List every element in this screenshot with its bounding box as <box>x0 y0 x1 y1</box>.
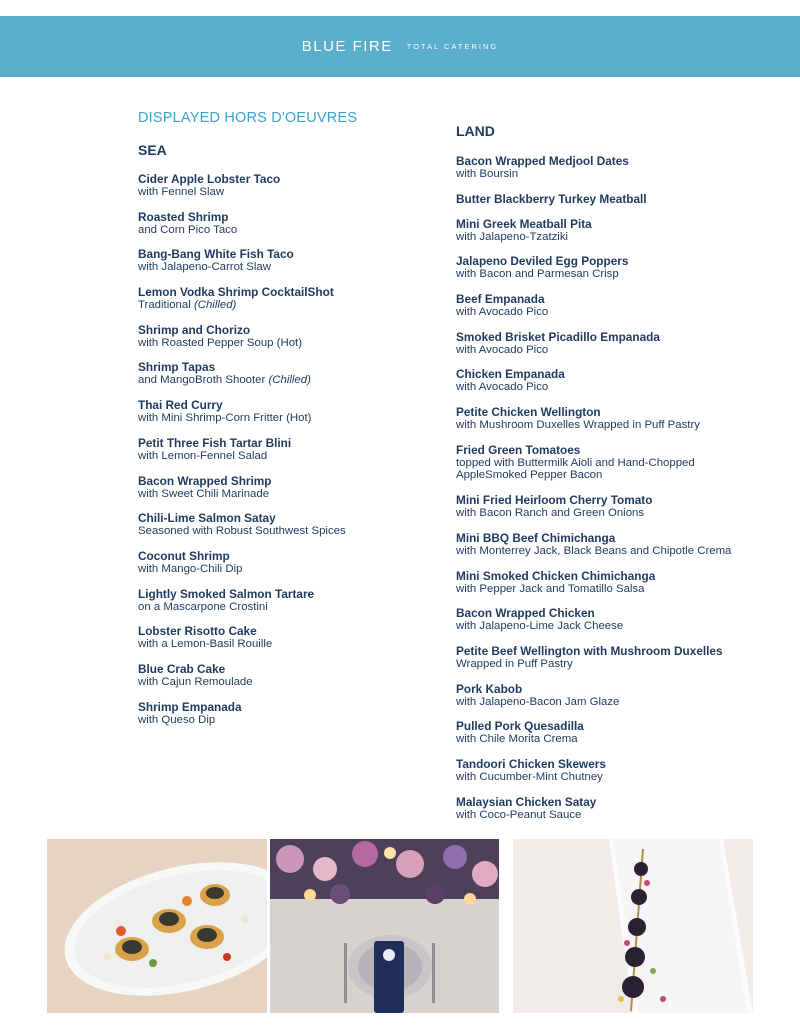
menu-item <box>456 683 786 721</box>
item-desc: Wrapped in Puff Pastry <box>456 658 573 671</box>
item-desc: on a Mascarpone Crostini <box>138 600 268 613</box>
item-name: Bang-Bang White Fish Taco <box>138 247 294 262</box>
item-desc <box>138 374 438 387</box>
menu-item <box>138 437 438 475</box>
item-name: Pork Kabob <box>456 681 523 696</box>
menu-item <box>138 663 438 701</box>
menu-item <box>138 588 438 626</box>
menu-item <box>138 550 438 588</box>
table-setting-image <box>270 839 499 1013</box>
menu-item <box>456 494 786 532</box>
section-title: DISPLAYED HORS D'OEUVRES <box>138 110 358 126</box>
item-name: Lemon Vodka Shrimp CocktailShot <box>138 285 334 300</box>
item-desc: with Sweet Chili Marinade <box>138 487 270 500</box>
item-desc <box>138 299 438 312</box>
menu-item <box>138 701 438 739</box>
menu-item <box>456 331 786 369</box>
item-desc: with Cucumber-Mint Chutney <box>456 771 603 784</box>
item-name: Roasted Shrimp <box>138 209 229 224</box>
item-desc: with Lemon-Fennel Salad <box>138 449 268 462</box>
item-name: Mini Smoked Chicken Chimichanga <box>456 568 656 583</box>
menu-item <box>456 720 786 758</box>
item-name: Chicken Empanada <box>456 367 565 382</box>
menu-item <box>138 248 438 286</box>
item-name: Cider Apple Lobster Taco <box>138 172 281 186</box>
brand-name: BLUE FIRE <box>301 38 393 55</box>
item-desc: with Queso Dip <box>138 713 216 726</box>
item-desc: with Monterrey Jack, Black Beans and Chipotle Crema <box>456 545 732 557</box>
item-name: Shrimp Tapas <box>138 360 216 375</box>
item-note: (Chilled) <box>268 374 311 387</box>
menu-item <box>456 255 786 293</box>
item-name: Shrimp Empanada <box>138 699 242 714</box>
land-menu-list <box>456 155 786 834</box>
item-desc-text: and MangoBroth Shooter <box>138 374 266 387</box>
item-note: (Chilled) <box>193 299 237 312</box>
menu-item <box>138 211 438 249</box>
item-desc: with Mushroom Duxelles Wrapped in Puff Pastry <box>456 419 700 432</box>
item-name: Bacon Wrapped Medjool Dates <box>456 154 629 168</box>
menu-item <box>138 286 438 324</box>
item-name: Thai Red Curry <box>138 398 223 413</box>
item-name: Mini Fried Heirloom Cherry Tomato <box>456 493 653 508</box>
photo-strip <box>47 839 753 1013</box>
sea-menu-list <box>138 173 438 738</box>
item-desc: with Fennel Slaw <box>138 186 225 198</box>
item-name: Bacon Wrapped Chicken <box>456 606 595 621</box>
item-name: Chili-Lime Salmon Satay <box>138 511 276 526</box>
item-name: Coconut Shrimp <box>138 548 230 563</box>
item-desc-line2: AppleSmoked Pepper Bacon <box>456 469 603 482</box>
item-desc: with Mini Shrimp-Corn Fritter (Hot) <box>138 412 312 425</box>
item-name: Lobster Risotto Cake <box>138 624 257 639</box>
menu-item <box>138 625 438 663</box>
item-name: Lightly Smoked Salmon Tartare <box>138 586 315 601</box>
item-desc: with a Lemon-Basil Rouille <box>138 638 273 651</box>
item-desc: with Coco-Peanut Sauce <box>456 808 582 821</box>
item-desc: with Boursin <box>456 168 519 180</box>
table-setting-photo <box>270 839 499 1013</box>
menu-item <box>138 173 438 211</box>
item-name: Petite Chicken Wellington <box>456 405 601 420</box>
item-desc: with Avocado Pico <box>456 381 549 394</box>
menu-item <box>456 796 786 834</box>
item-name: Bacon Wrapped Shrimp <box>138 473 272 488</box>
item-desc: with Jalapeno-Tzatziki <box>456 230 569 243</box>
menu-item <box>138 475 438 513</box>
item-desc: with Roasted Pepper Soup (Hot) <box>138 336 302 349</box>
item-name: Shrimp and Chorizo <box>138 322 251 337</box>
skewer-plate-image <box>513 839 753 1013</box>
item-name: Fried Green Tomatoes <box>456 442 581 457</box>
item-desc: topped with Buttermilk Aioli and Hand-Chopped <box>456 456 695 469</box>
sea-heading: SEA <box>138 142 167 158</box>
menu-item <box>138 512 438 550</box>
menu-item <box>138 399 438 437</box>
item-name: Smoked Brisket Picadillo Empanada <box>456 329 660 344</box>
item-name: Pulled Pork Quesadilla <box>456 719 584 734</box>
menu-item <box>456 155 786 193</box>
item-desc: with Cajun Remoulade <box>138 675 253 688</box>
item-name: Blue Crab Cake <box>138 661 226 676</box>
menu-item <box>456 532 786 570</box>
item-desc: with Avocado Pico <box>456 306 549 319</box>
appetizer-platter-image <box>47 839 267 1013</box>
item-desc: with Avocado Pico <box>456 343 549 356</box>
item-name: Malaysian Chicken Satay <box>456 794 597 809</box>
menu-item <box>456 293 786 331</box>
brand-tagline: TOTAL CATERING <box>406 42 499 51</box>
menu-item <box>456 406 786 444</box>
item-name: Mini BBQ Beef Chimichanga <box>456 531 616 545</box>
item-desc: with Jalapeno-Carrot Slaw <box>138 261 271 274</box>
header-banner <box>0 16 800 77</box>
item-desc: with Pepper Jack and Tomatillo Salsa <box>456 582 645 595</box>
item-name: Beef Empanada <box>456 292 545 307</box>
menu-item <box>456 758 786 796</box>
item-desc: with Jalapeno-Lime Jack Cheese <box>456 620 624 633</box>
skewer-plate-photo <box>513 839 753 1013</box>
menu-item <box>456 570 786 608</box>
menu-item <box>456 218 786 256</box>
item-desc: with Chile Morita Crema <box>456 733 578 746</box>
item-name: Butter Blackberry Turkey Meatball <box>456 191 647 206</box>
menu-item <box>456 444 786 495</box>
menu-item <box>138 361 438 399</box>
item-name: Petit Three Fish Tartar Blini <box>138 435 292 450</box>
appetizer-platter-photo <box>47 839 267 1013</box>
item-desc: with Bacon Ranch and Green Onions <box>456 507 645 520</box>
menu-item <box>456 607 786 645</box>
item-desc-text: Traditional <box>138 299 191 312</box>
item-desc: with Bacon and Parmesan Crisp <box>456 268 619 281</box>
item-name: Jalapeno Deviled Egg Poppers <box>456 254 629 269</box>
item-name: Petite Beef Wellington with Mushroom Duxelles <box>456 644 723 659</box>
menu-item <box>456 645 786 683</box>
menu-item <box>456 368 786 406</box>
item-name: Mini Greek Meatball Pita <box>456 216 592 231</box>
menu-item <box>138 324 438 362</box>
item-desc: with Mango-Chili Dip <box>138 562 243 575</box>
item-desc: with Jalapeno-Bacon Jam Glaze <box>456 695 620 708</box>
item-desc: and Corn Pico Taco <box>138 223 238 236</box>
menu-item <box>456 193 786 218</box>
item-name: Tandoori Chicken Skewers <box>456 757 606 772</box>
land-heading: LAND <box>456 123 495 139</box>
item-desc: Seasoned with Robust Southwest Spices <box>138 525 346 538</box>
